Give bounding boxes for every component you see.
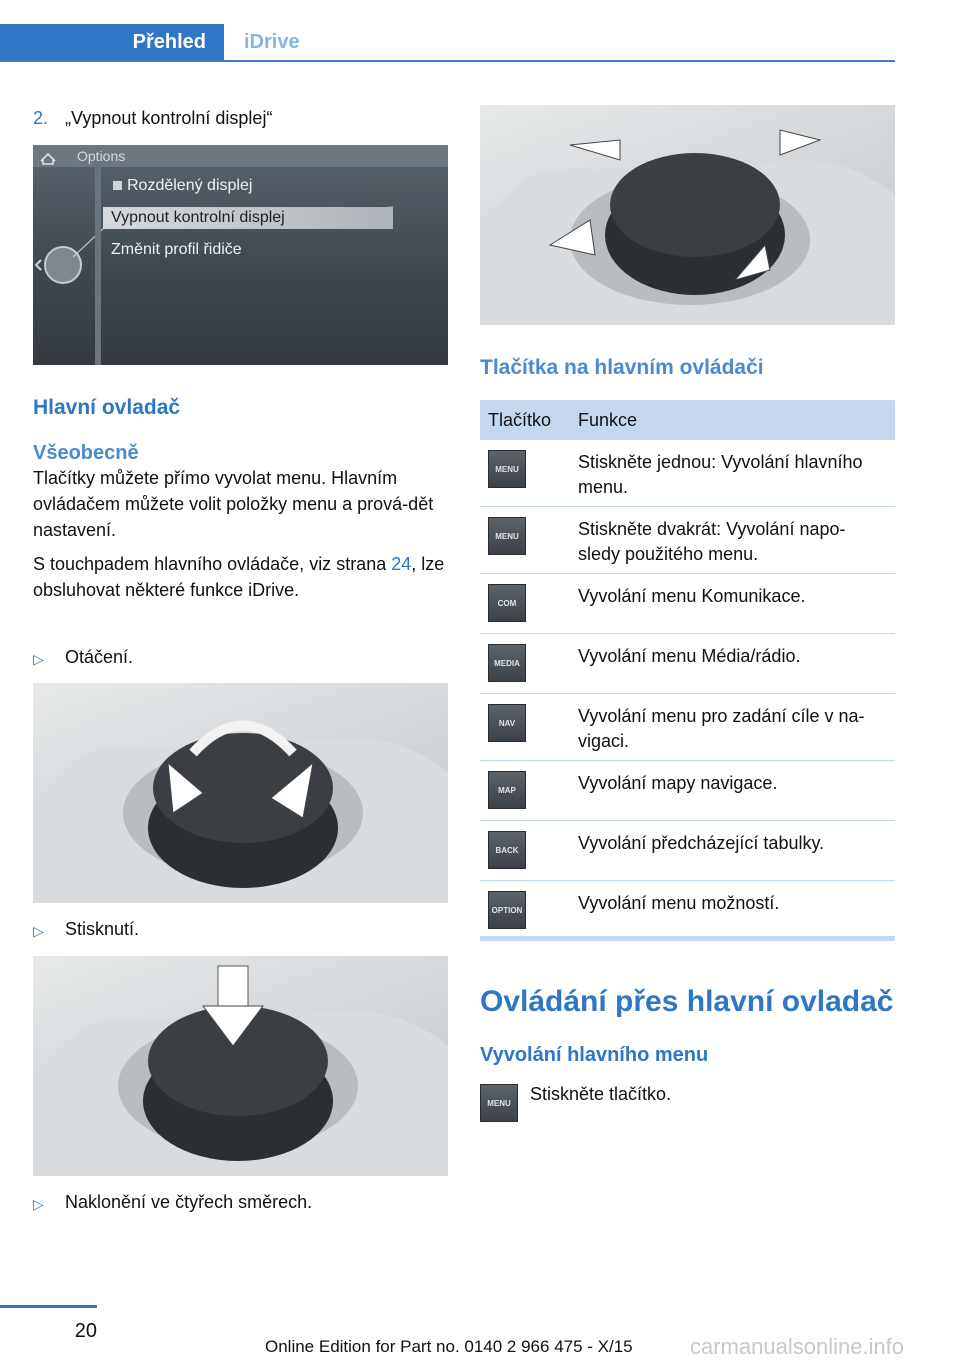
back-chevron-icon [36,260,41,270]
numbered-item [33,106,448,130]
map-button-icon: MAP [488,771,526,809]
photo-tilt [480,105,895,325]
item-number: 2. [33,108,49,128]
tab-idrive[interactable]: iDrive [244,31,300,53]
table-row [480,574,895,634]
bullet-marker-icon: ▷ [33,651,44,667]
sub-heading: Vyvolání hlavního menu [480,1044,709,1066]
bullet-press [33,917,448,943]
main-heading: Ovládání přes hlavní ovladač [480,985,894,1018]
tab-prehled[interactable]: Přehled [0,24,224,61]
photo-press [33,956,448,1176]
paragraph-1: Tlačítky můžete přímo vyvolat menu. Hlavním ovládačem můžete volit položky menu a prová‐dět nastavení. [33,468,434,540]
paragraph-2 [33,551,448,603]
function-text: Stiskněte jednou: Vyvolání hlavního menu. [570,440,895,507]
com-button-icon: COM [488,584,526,622]
bullet-tilt [33,1190,448,1216]
function-text: Vyvolání menu Komunikace. [570,574,895,634]
paragraph-2-start: S touchpadem hlavního ovládače, viz strana [33,554,392,574]
bullet-text: Stisknutí. [65,919,140,939]
option-split-display[interactable]: Rozdělený displej [127,177,253,194]
function-text: Vyvolání menu možností. [570,881,895,941]
bullet-marker-icon: ▷ [33,1196,44,1212]
function-text: Vyvolání mapy navigace. [570,761,895,821]
press-instruction [480,1084,671,1122]
page-number: 20 [74,1320,97,1342]
screen-rail [95,145,101,365]
bullet-marker-icon: ▷ [33,923,44,939]
edition-text: Online Edition for Part no. 0140 2 966 475 - X/15 [265,1337,633,1356]
page-link[interactable]: 24 [391,554,412,574]
table-row [480,761,895,821]
options-title: Options [77,148,126,164]
section-title: Hlavní ovladač [33,396,181,419]
function-text: Vyvolání menu pro zadání cíle v na‐vigaci. [570,694,895,761]
bullet-text: Otáčení. [65,647,134,667]
header-tabbar [0,24,895,62]
footer-rule [0,1305,97,1308]
table-row [480,634,895,694]
table-row [480,507,895,574]
option-driver-profile[interactable]: Změnit profil řidiče [111,241,242,258]
table-header-row [480,400,895,440]
nav-button-icon: NAV [488,704,526,742]
watermark: carmanualsonline.info [690,1334,905,1359]
bullet-rotate [33,645,448,671]
option-display-off[interactable]: Vypnout kontrolní displej [103,207,393,229]
subsection-title: Všeobecně [33,442,139,464]
bullet-text: Naklonění ve čtyřech směrech. [65,1192,313,1212]
section-main-controller [33,396,448,603]
split-screen-icon [113,181,122,190]
press-text: Stiskněte tlačítko. [530,1084,672,1104]
menu-button-icon: MENU [488,450,526,488]
function-text: Stiskněte dvakrát: Vyvolání napo‐sledy použitého menu. [570,507,895,574]
table-title: Tlačítka na hlavním ovládači [480,356,764,379]
function-text: Vyvolání předcházející tabulky. [570,821,895,881]
controller-knob-icon [45,247,81,283]
menu-button-icon: MENU [488,517,526,555]
media-button-icon: MEDIA [488,644,526,682]
col-header-button: Tlačítko [480,400,570,440]
function-text: Vyvolání menu Média/rádio. [570,634,895,694]
table-row [480,821,895,881]
control-display-screenshot [33,145,448,365]
table-row [480,881,895,941]
col-header-function: Funkce [570,400,895,440]
menu-button-icon: MENU [480,1084,518,1122]
item-text: „Vypnout kontrolní displej“ [65,108,273,128]
option-button-icon: OPTION [488,891,526,929]
table-bottom-rule [480,936,895,941]
paragraph-2-end: , lze obsluhovat některé funkce iDrive. [33,554,445,600]
table-row [480,440,895,507]
table-row [480,694,895,761]
photo-rotate [33,683,448,903]
controller-buttons-table [480,400,895,941]
back-button-icon: BACK [488,831,526,869]
